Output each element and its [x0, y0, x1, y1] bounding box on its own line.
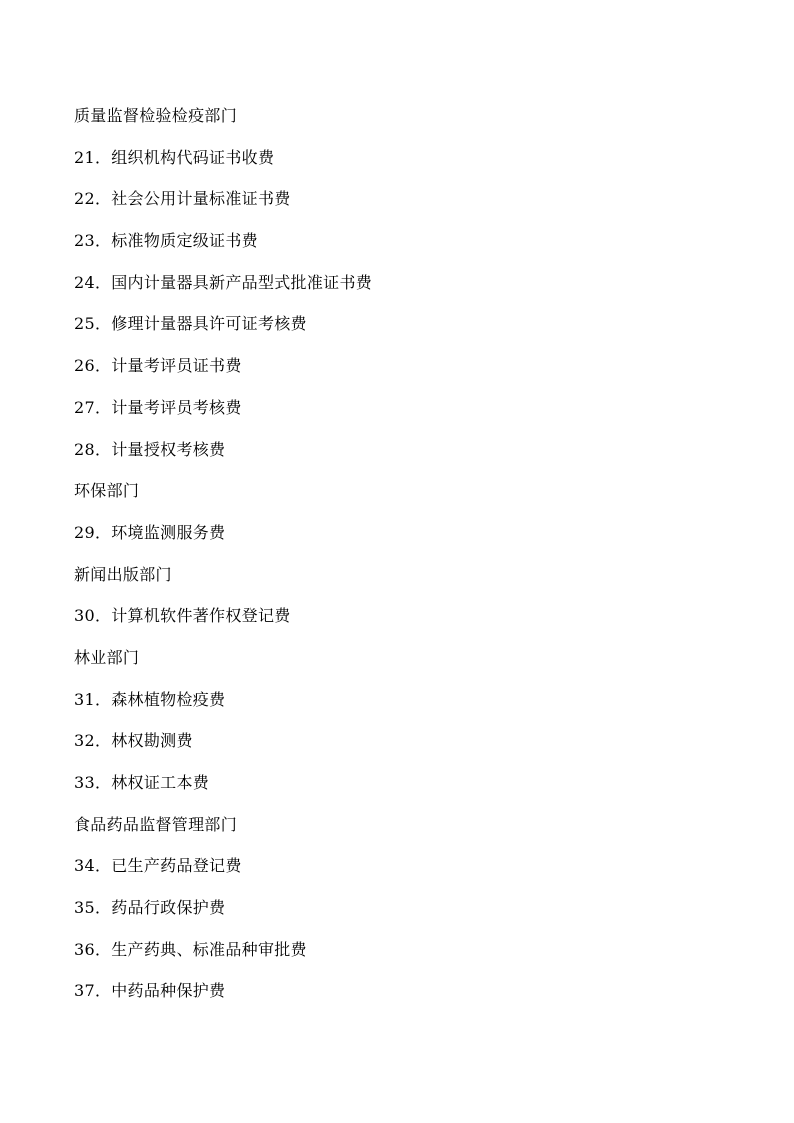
list-item: 29．环境监测服务费: [74, 522, 226, 542]
list-item: 30．计算机软件著作权登记费: [74, 606, 291, 626]
list-item: 26．计量考评员证书费: [74, 356, 242, 376]
list-item: 36．生产药典、标准品种审批费: [74, 939, 307, 959]
section-heading: 质量监督检验检疫部门: [74, 106, 238, 125]
list-item: 27．计量考评员考核费: [74, 397, 242, 417]
list-item: 34．已生产药品登记费: [74, 856, 242, 876]
list-item: 28．计量授权考核费: [74, 439, 226, 459]
section-heading: 环保部门: [74, 481, 140, 501]
section-heading: 新闻出版部门: [74, 564, 172, 584]
list-item: 22．社会公用计量标准证书费: [74, 189, 291, 209]
list-item: 21．组织机构代码证书收费: [74, 147, 275, 167]
list-item: 33．林权证工本费: [74, 773, 210, 792]
list-item: 37．中药品种保护费: [74, 981, 226, 1001]
section-heading: 林业部门: [74, 647, 140, 667]
list-item: 32．林权勘测费: [74, 731, 193, 751]
list-item: 23．标准物质定级证书费: [74, 231, 258, 251]
fee-list: [74, 104, 734, 1021]
list-item: 25．修理计量器具许可证考核费: [74, 314, 307, 334]
list-item: 31．森林植物检疫费: [74, 689, 226, 709]
section-heading: 食品药品监督管理部门: [74, 814, 238, 834]
list-item: 24．国内计量器具新产品型式批准证书费: [74, 272, 373, 292]
list-item: 35．药品行政保护费: [74, 898, 226, 918]
